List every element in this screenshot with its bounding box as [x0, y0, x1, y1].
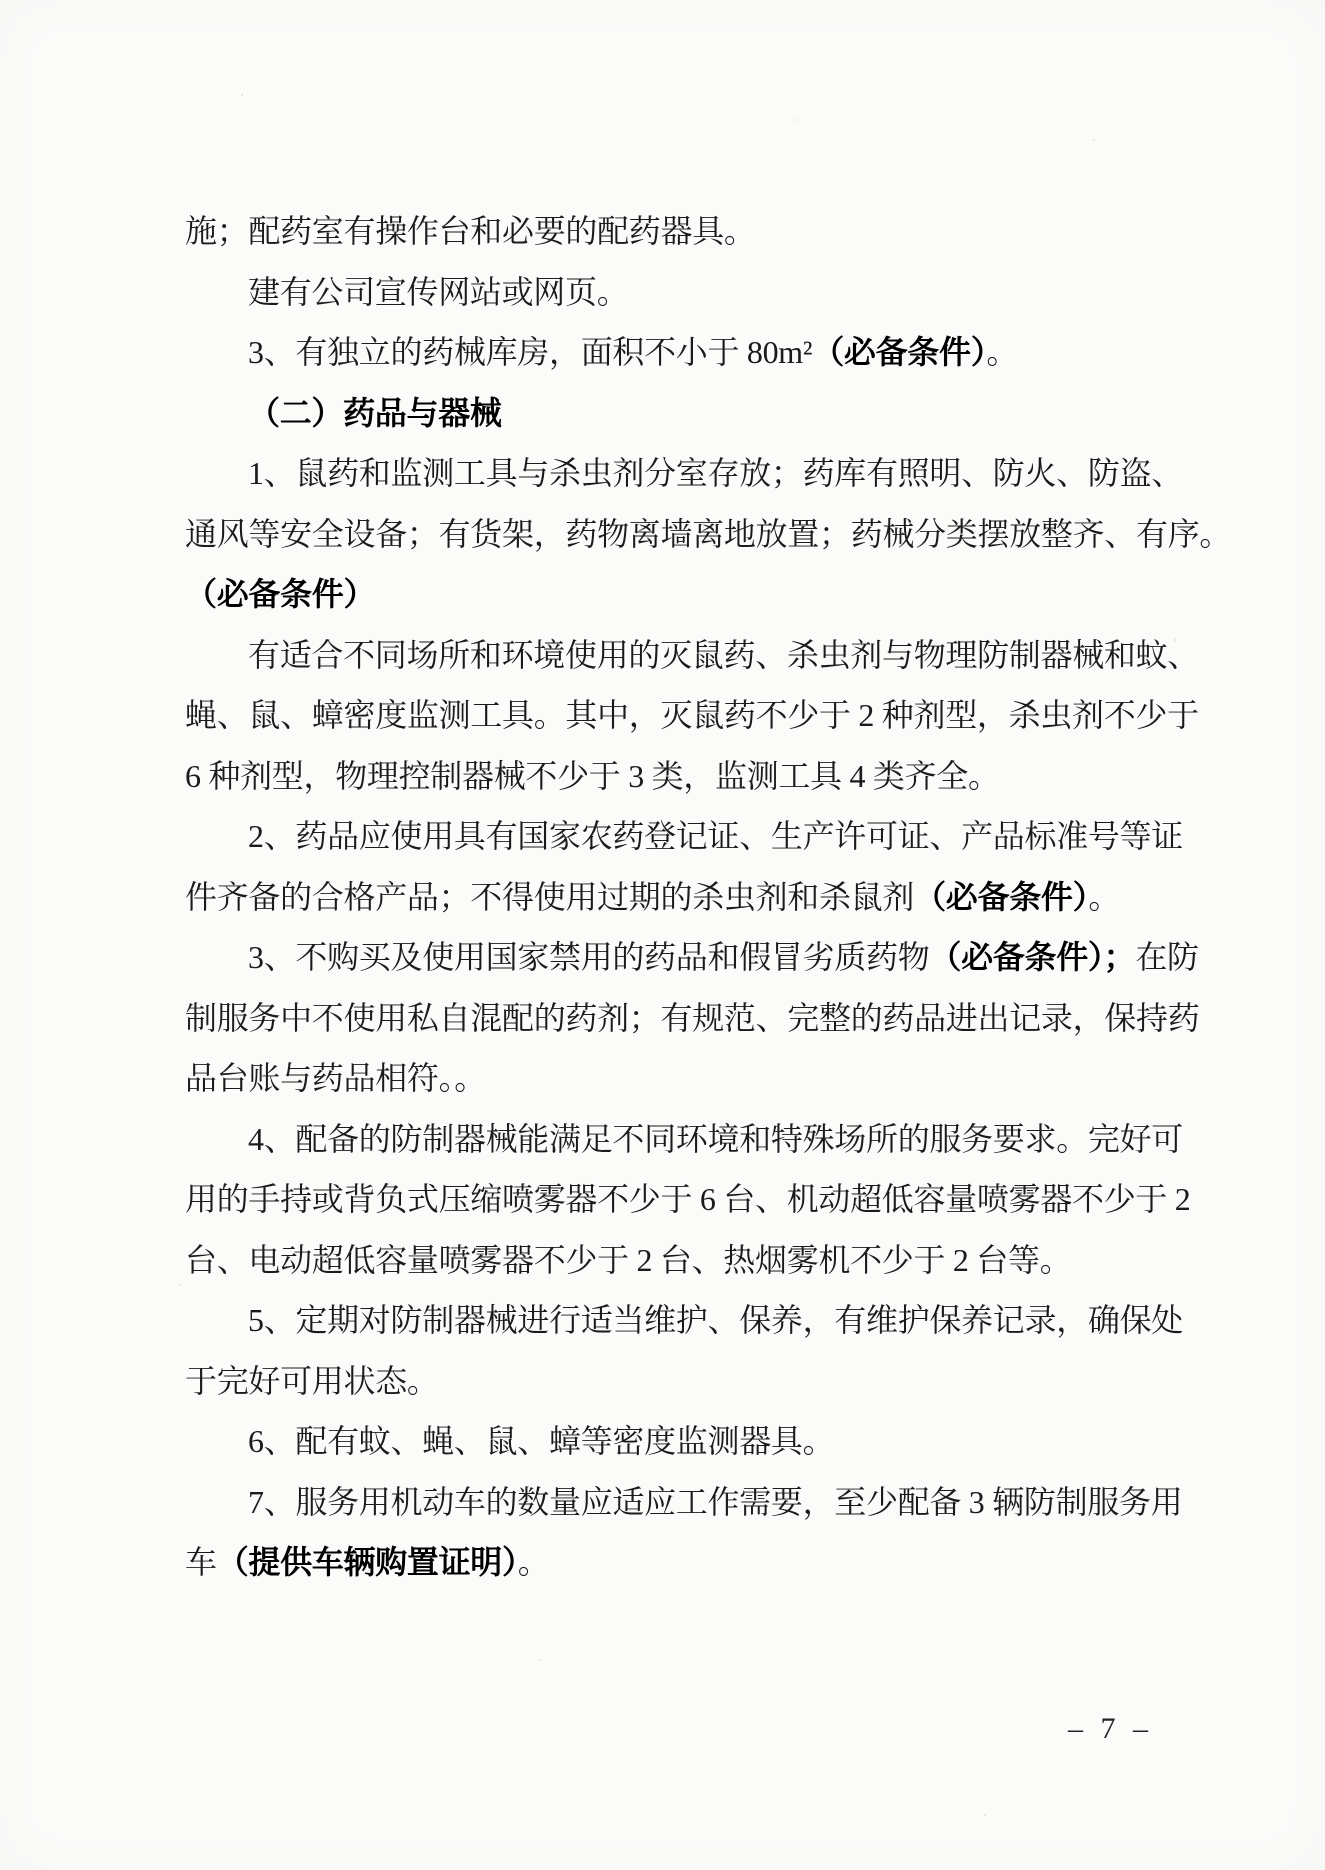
text-line — [185, 1411, 1190, 1472]
text-segment: 蝇、鼠、蟑密度监测工具。其中，灭鼠药不少于 2 种剂型，杀虫剂不少于 — [185, 697, 1199, 733]
text-segment: 3、不购买及使用国家禁用的药品和假冒劣质药物 — [248, 939, 930, 975]
text-line — [185, 1109, 1190, 1170]
text-line — [185, 988, 1200, 1049]
text-line — [185, 927, 1199, 988]
text-line — [185, 1230, 1190, 1291]
text-segment: 车 — [185, 1544, 217, 1580]
text-segment: 件齐备的合格产品；不得使用过期的杀虫剂和杀鼠剂 — [185, 878, 915, 915]
text-line — [185, 564, 1190, 625]
text-segment: 品台账与药品相符。。 — [185, 1060, 487, 1096]
text-line — [185, 1351, 1190, 1412]
text-segment: 制服务中不使用私自混配的药剂；有规范、完整的药品进出记录，保持药 — [185, 999, 1200, 1036]
text-line — [185, 262, 1190, 323]
text-line — [185, 1048, 1190, 1109]
text-line — [185, 1169, 1190, 1230]
text-line — [185, 867, 1190, 928]
text-segment: 6、配有蚊、蝇、鼠、蟑等密度监测器具。 — [248, 1423, 835, 1459]
emphasis-text-segment: （二）药品与器械 — [248, 394, 502, 431]
document-body — [185, 201, 1232, 1593]
text-line — [185, 625, 1200, 686]
text-line — [185, 322, 1190, 383]
text-line — [185, 201, 1190, 262]
text-segment: 建有公司宣传网站或网页。 — [248, 273, 629, 310]
text-segment: 在防 — [1135, 939, 1199, 975]
emphasis-text-segment: （必备条件） — [914, 878, 1089, 915]
text-segment: 1、鼠药和监测工具与杀虫剂分室存放；药库有照明、防火、防盗、 — [248, 455, 1184, 491]
text-line — [185, 685, 1199, 746]
text-segment: 。 — [1088, 878, 1121, 915]
text-segment: 通风等安全设备；有货架，药物离墙离地放置；药械分类摆放整齐、有序。 — [185, 515, 1232, 552]
text-segment: 2、药品应使用具有国家农药登记证、生产许可证、产品标准号等证 — [248, 818, 1184, 854]
text-segment: 。 — [517, 1544, 550, 1580]
text-line — [185, 1472, 1190, 1533]
text-segment: 6 种剂型，物理控制器械不少于 3 类，监测工具 4 类齐全。 — [185, 757, 1000, 794]
text-segment: 3、有独立的药械库房，面积不小于 80m² — [248, 334, 813, 370]
text-line — [185, 1532, 1190, 1593]
text-segment: 5、定期对防制器械进行适当维护、保养，有维护保养记录，确保处 — [248, 1302, 1184, 1338]
text-line — [185, 1290, 1190, 1351]
emphasis-text-segment: （必备条件） — [812, 334, 987, 370]
text-segment: 有适合不同场所和环境使用的灭鼠药、杀虫剂与物理防制器械和蚊、 — [248, 636, 1200, 673]
text-segment: 。 — [986, 334, 1019, 370]
text-segment: 于完好可用状态。 — [185, 1362, 439, 1399]
page-number: – 7 – — [1068, 1712, 1153, 1745]
text-line — [185, 443, 1190, 504]
emphasis-text-segment: （提供车辆购置证明） — [216, 1544, 518, 1580]
text-line — [185, 746, 1190, 807]
text-line — [185, 504, 1232, 565]
text-line — [185, 806, 1190, 867]
emphasis-text-segment: （必备条件） — [185, 576, 376, 612]
emphasis-text-segment: （必备条件）； — [929, 939, 1136, 975]
text-line — [185, 383, 1190, 444]
text-segment: 施；配药室有操作台和必要的配药器具。 — [185, 213, 756, 249]
text-segment: 台、电动超低容量喷雾器不少于 2 台、热烟雾机不少于 2 台等。 — [185, 1241, 1072, 1278]
text-segment: 4、配备的防制器械能满足不同环境和特殊场所的服务要求。完好可 — [248, 1120, 1184, 1157]
text-segment: 用的手持或背负式压缩喷雾器不少于 6 台、机动超低容量喷雾器不少于 2 — [185, 1181, 1191, 1217]
text-segment: 7、服务用机动车的数量应适应工作需要，至少配备 3 辆防制服务用 — [248, 1483, 1183, 1520]
